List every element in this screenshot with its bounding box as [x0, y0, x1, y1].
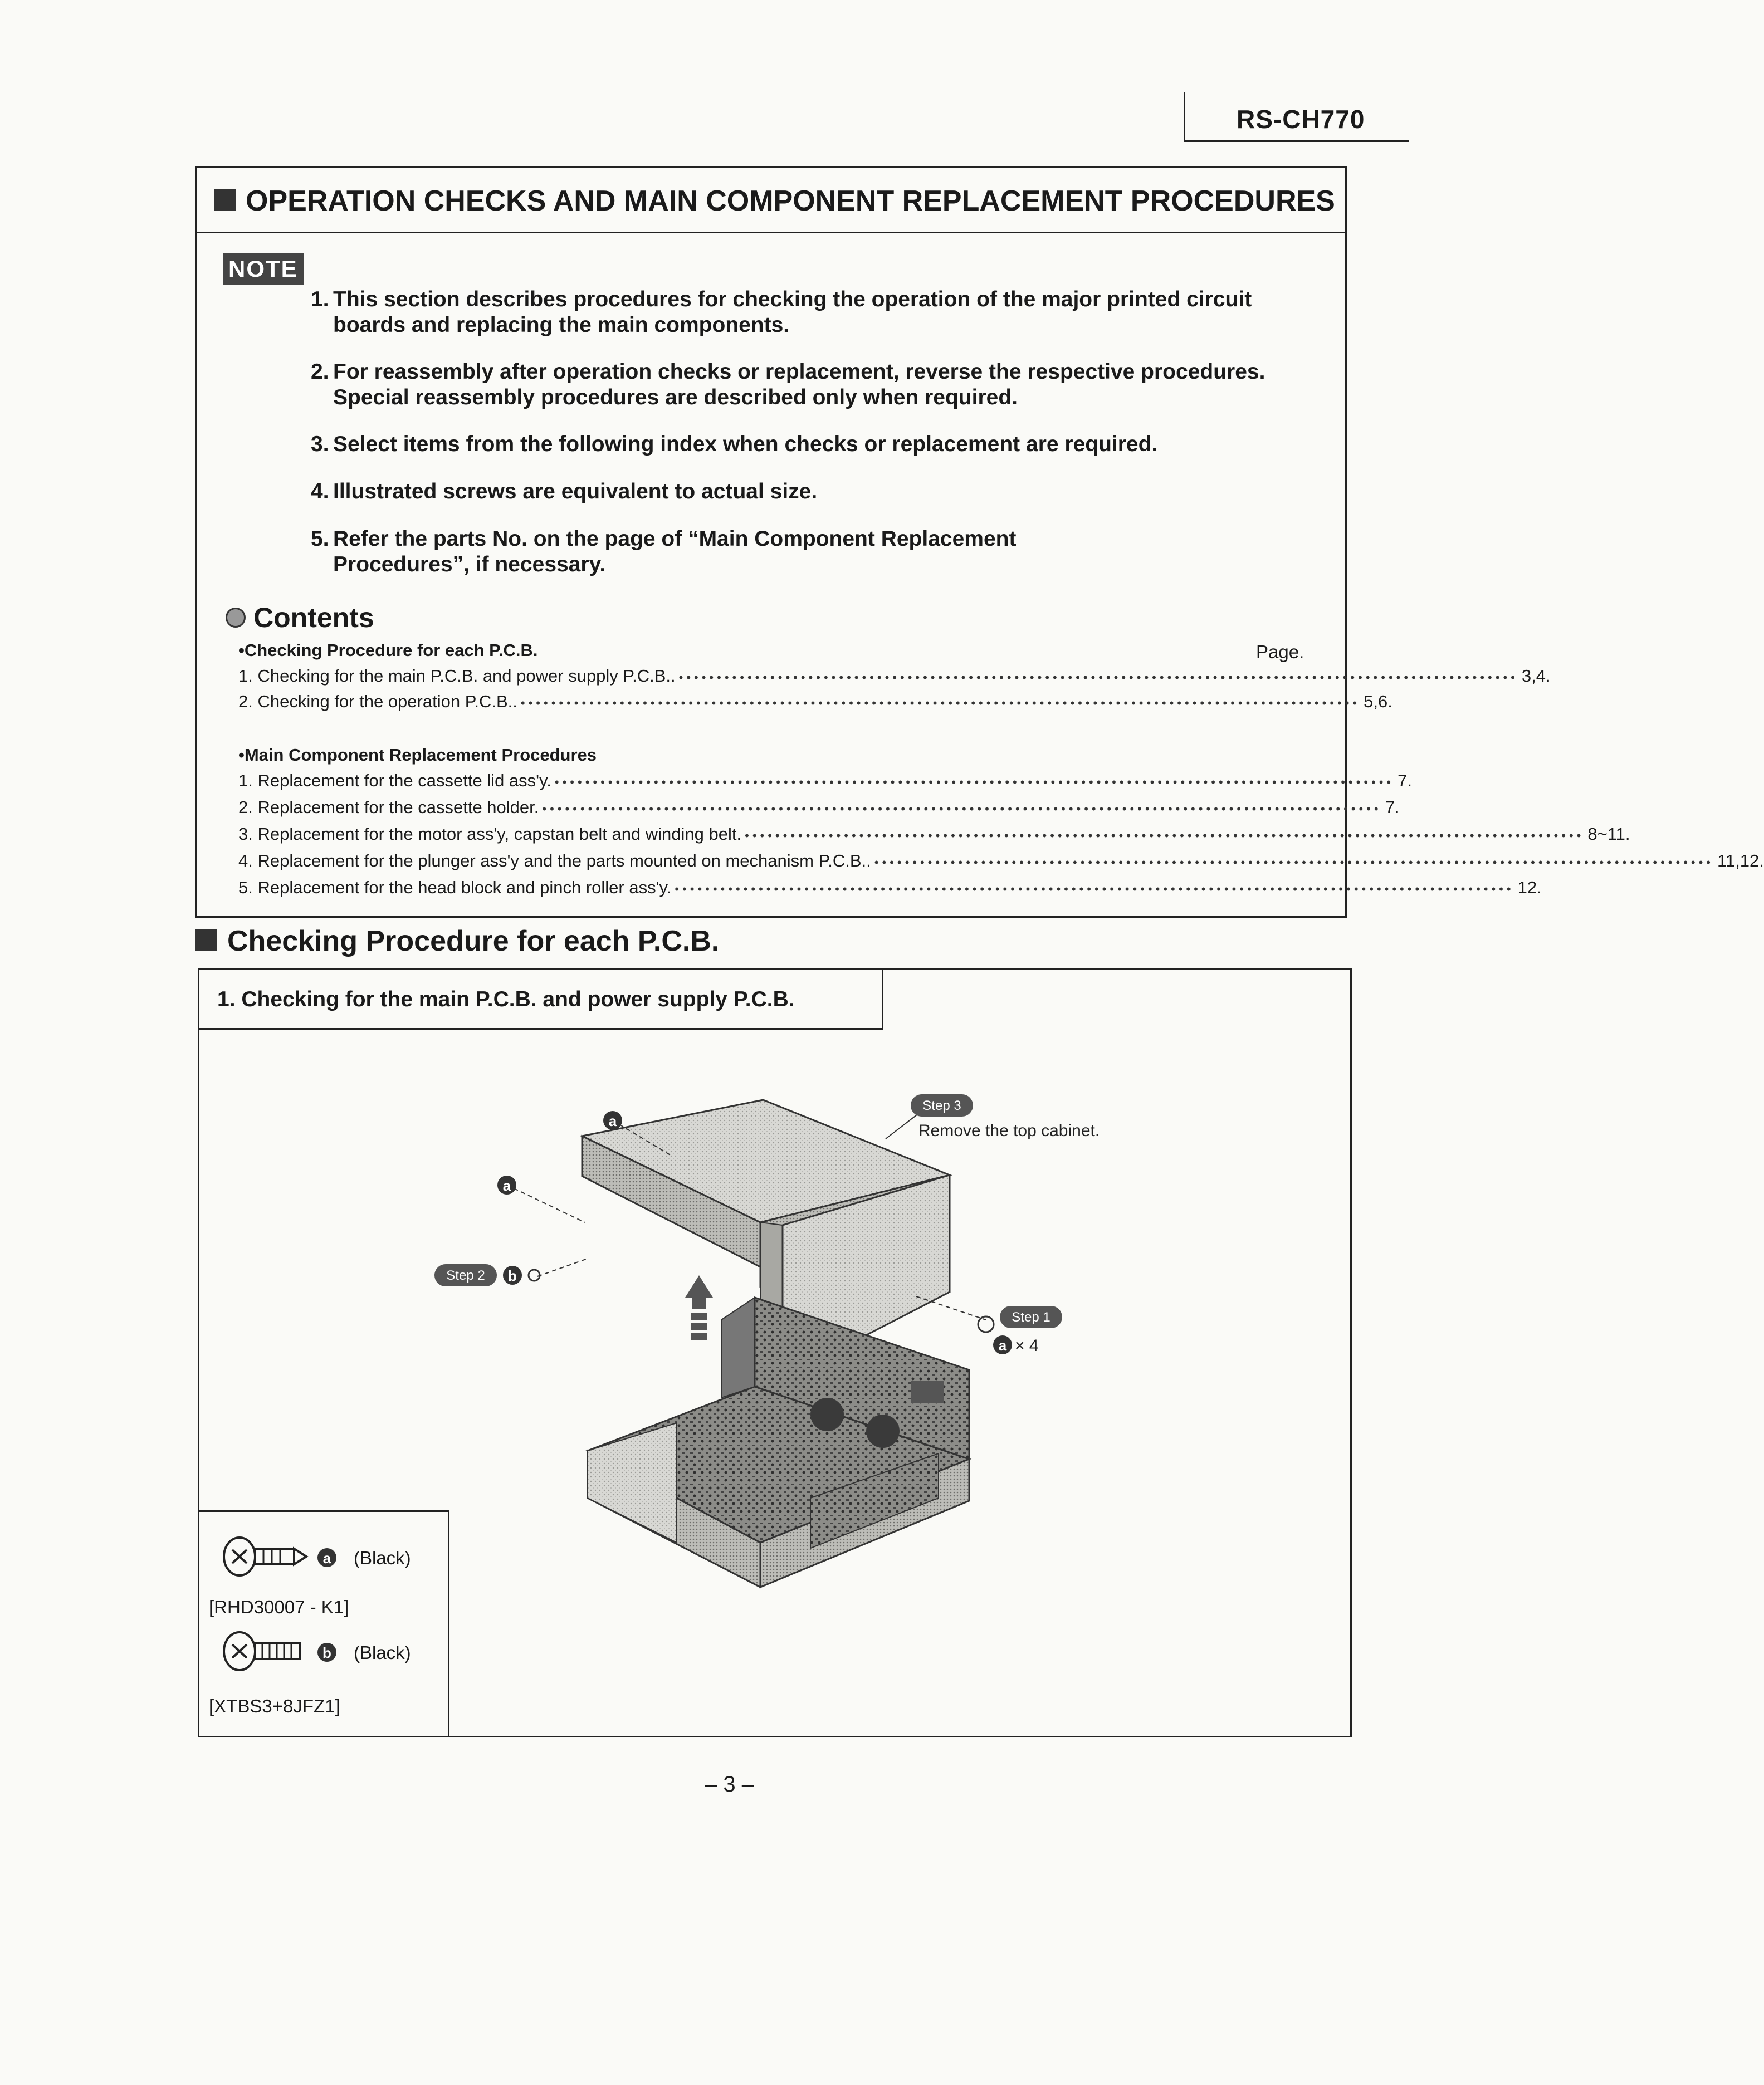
section1-title-row — [197, 168, 1345, 233]
toc-row: 1. Checking for the main P.C.B. and power supply P.C.B.. •••••••••••••••••••••••••••••••••••••••••••••••••••••••••••••••••••••••••••••••••••••••••••••••••••••••••••••• 3,4. — [238, 666, 1551, 686]
section2-subtitle-box — [199, 970, 883, 1030]
chassis-unit — [588, 1298, 969, 1587]
screw-a-part-number: [RHD30007 - K1] — [209, 1597, 349, 1617]
checking-procedure-heading: •Checking Procedure for each P.C.B. — [238, 640, 538, 660]
square-bullet-icon — [214, 189, 236, 211]
toc-row: 5. Replacement for the head block and pinch roller ass'y. •••••••••••••••••••••••••••••••••••••••••••••••••••••••••••••••••••••••••••••••••••••••••••••••••••••••••••••• 12. — [238, 878, 1542, 897]
toc-row: 2. Replacement for the cassette holder. •••••••••••••••••••••••••••••••••••••••••••••••••••••••••••••••••••••••••••••••••••••••••••••••••••••••••••••• 7. — [238, 797, 1400, 817]
screw-b-color: (Black) — [354, 1642, 411, 1663]
note-item-3: 3. Select items from the following index when checks or replacement are required. — [311, 432, 1158, 456]
page-column-label: Page. — [1256, 642, 1304, 662]
screw-legend — [198, 1510, 449, 1738]
lift-arrow-icon — [685, 1275, 713, 1340]
screw-a-marker — [993, 1335, 1012, 1354]
screw-b-marker — [316, 1641, 338, 1663]
screw-b-marker — [503, 1266, 522, 1285]
dot-leader: •••••••••••••••••••••••••••••••••••••••••••••••••••••••••••••••••••••••••••••••••••••••••••••••••••••••••••••• — [542, 802, 1382, 816]
screw-a-icon — [220, 1534, 309, 1579]
dot-leader: •••••••••••••••••••••••••••••••••••••••••••••••••••••••••••••••••••••••••••••••••••••••••••••••••••••••••••••• — [520, 696, 1361, 710]
dot-leader: •••••••••••••••••••••••••••••••••••••••••••••••••••••••••••••••••••••••••••••••••••••••••••••••••••••••••••••• — [874, 855, 1714, 869]
model-header — [1184, 92, 1409, 142]
svg-text:b: b — [322, 1644, 331, 1661]
screw-a-marker — [603, 1111, 622, 1130]
screw-icon — [529, 1270, 540, 1281]
dot-leader: •••••••••••••••••••••••••••••••••••••••••••••••••••••••••••••••••••••••••••••••••••••••••••••••••••••••••••••• — [554, 775, 1395, 789]
screw-b-icon — [220, 1629, 309, 1673]
screw-a-marker — [497, 1176, 516, 1195]
svg-text:b: b — [508, 1267, 517, 1284]
page-number: – 3 – — [705, 1772, 754, 1797]
svg-text:a: a — [502, 1177, 511, 1194]
svg-text:a: a — [322, 1550, 331, 1567]
model-divider-vertical — [1184, 92, 1185, 141]
svg-text:a: a — [998, 1337, 1007, 1354]
screw-a-marker — [316, 1546, 338, 1569]
step3-leader — [886, 1111, 922, 1139]
svg-text:Step 2: Step 2 — [446, 1268, 485, 1283]
screw-icon — [978, 1316, 994, 1332]
svg-text:Step 1: Step 1 — [1012, 1310, 1050, 1325]
square-bullet-icon — [195, 929, 217, 951]
dot-leader: •••••••••••••••••••••••••••••••••••••••••••••••••••••••••••••••••••••••••••••••••••••••••••••••••••••••••••••• — [745, 829, 1585, 843]
circle-bullet-icon — [226, 608, 246, 628]
toc-row: 4. Replacement for the plunger ass'y and the parts mounted on mechanism P.C.B.. •••••••••••••••••••••••••••••••••••••••••••••••••••••••••••••••••••••••••••••••••••••••••••••••••••••••••••••• 11,12. — [238, 851, 1764, 870]
toc-row: 3. Replacement for the motor ass'y, capstan belt and winding belt. •••••••••••••••••••••••••••••••••••••••••••••••••••••••••••••••••••••••••••••••••••••••••••••••••••••••••••••• 8~11. — [238, 824, 1630, 844]
step1-badge — [1000, 1306, 1062, 1328]
toc-row: 2. Checking for the operation P.C.B.. •••••••••••••••••••••••••••••••••••••••••••••••••••••••••••••••••••••••••••••••••••••••••••••••••••••••••••••• 5,6. — [238, 692, 1392, 711]
note-item-4: 4. Illustrated screws are equivalent to actual size. — [311, 479, 818, 503]
svg-text:a: a — [608, 1113, 617, 1129]
contents-heading: Contents — [226, 601, 374, 634]
step3-badge — [911, 1094, 973, 1117]
note-badge: NOTE — [223, 253, 304, 285]
section2-subtitle: 1. Checking for the main P.C.B. and power supply P.C.B. — [217, 987, 795, 1011]
screw-count: × 4 — [1015, 1337, 1039, 1355]
note-item-2: 2. For reassembly after operation checks or replacement, reverse the respective procedures. Special reassembly procedures are described only when required. — [311, 360, 1265, 409]
dot-leader: •••••••••••••••••••••••••••••••••••••••••••••••••••••••••••••••••••••••••••••••••••••••••••••••••••••••••••••• — [675, 882, 1514, 896]
replacement-procedures-heading: •Main Component Replacement Procedures — [238, 745, 597, 765]
toc-row: 1. Replacement for the cassette lid ass'y. •••••••••••••••••••••••••••••••••••••••••••••••••••••••••••••••••••••••••••••••••••••••••••••••••••••••••••••• 7. — [238, 771, 1412, 790]
section1-title: OPERATION CHECKS AND MAIN COMPONENT REPLACEMENT PROCEDURES — [214, 184, 1335, 218]
model-divider-horizontal — [1184, 140, 1409, 142]
step2-badge — [434, 1264, 497, 1286]
model-number: RS-CH770 — [1237, 105, 1365, 134]
note-item-5: 5. Refer the parts No. on the page of “Main Component Replacement Procedures”, if necessary. — [311, 527, 1017, 576]
screw-b-part-number: [XTBS3+8JFZ1] — [209, 1696, 340, 1716]
svg-text:Step 3: Step 3 — [922, 1098, 961, 1113]
section2-title: Checking Procedure for each P.C.B. — [195, 924, 719, 958]
dot-leader: •••••••••••••••••••••••••••••••••••••••••••••••••••••••••••••••••••••••••••••••••••••••••••••••••••••••••••••• — [678, 670, 1518, 684]
step3-instruction: Remove the top cabinet. — [918, 1122, 1100, 1140]
note-item-1: 1. This section describes procedures for checking the operation of the major printed circuit boards and replacing the main components. — [311, 287, 1252, 337]
screw-a-color: (Black) — [354, 1548, 411, 1568]
